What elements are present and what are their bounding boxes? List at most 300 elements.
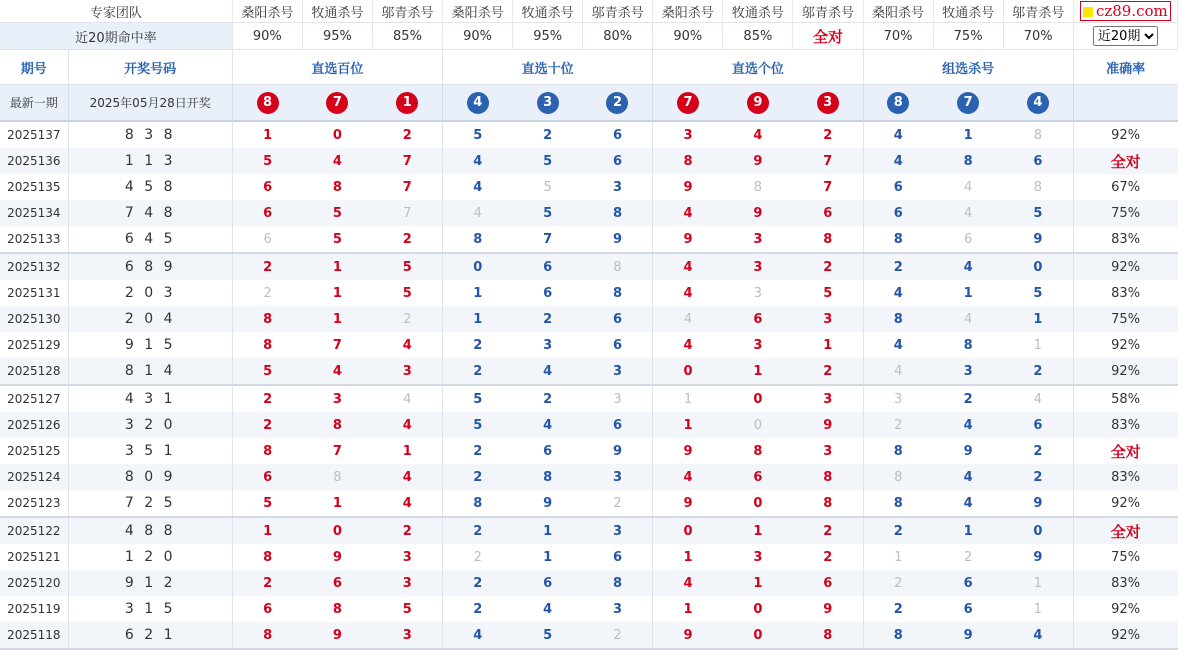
hit-rate: 70% (863, 23, 933, 50)
kill-number: 2 (232, 570, 302, 596)
kill-number: 3 (793, 306, 863, 332)
kill-number: 4 (513, 412, 583, 438)
kill-number: 6 (963, 601, 973, 617)
kill-number: 9 (1003, 544, 1073, 570)
kill-number: 2 (263, 285, 272, 301)
issue-number: 2025124 (0, 464, 68, 490)
kill-number: 9 (583, 226, 653, 253)
kill-number: 6 (583, 412, 653, 438)
latest-ball-cell (583, 85, 653, 122)
table-row (0, 596, 1178, 622)
accuracy-value: 83% (1073, 226, 1177, 253)
issue-number: 2025133 (0, 226, 68, 253)
kill-number: 2 (443, 358, 513, 385)
kill-number: 9 (653, 622, 723, 649)
latest-label: 最新一期 (0, 85, 68, 122)
latest-ball: 7 (957, 92, 979, 114)
kill-number: 1 (963, 285, 973, 301)
kill-number: 6 (583, 121, 653, 148)
col-draw: 开奖号码 (68, 50, 232, 85)
kill-number: 7 (332, 337, 342, 353)
kill-number: 2 (863, 517, 933, 544)
kill-number: 1 (933, 517, 1003, 544)
latest-ball: 3 (817, 92, 839, 114)
kill-number: 4 (963, 179, 973, 195)
kill-number: 5 (232, 148, 302, 174)
kill-number: 2 (372, 306, 442, 332)
kill-number: 3 (933, 358, 1003, 385)
accuracy-value: 67% (1111, 179, 1141, 195)
kill-number: 2 (793, 517, 863, 544)
accuracy-value: 92% (1073, 358, 1177, 385)
table-row (0, 385, 1178, 412)
kill-number: 3 (583, 464, 653, 490)
kill-number: 1 (793, 332, 863, 358)
accuracy-value: 全对 (1073, 517, 1177, 544)
kill-number: 9 (683, 443, 693, 459)
issue-number: 2025132 (0, 253, 68, 280)
kill-number: 3 (723, 253, 793, 280)
kill-number: 2 (543, 391, 553, 407)
kill-number: 2 (372, 517, 442, 544)
accuracy-value: 92% (1073, 622, 1177, 649)
kill-number: 3 (753, 337, 763, 353)
kill-number: 6 (933, 226, 1003, 253)
draw-numbers: 9 1 5 (68, 332, 232, 358)
draw-numbers: 3 5 1 (68, 438, 232, 464)
hit-rate: 80% (583, 23, 653, 50)
expert-name: 牧通杀号 (933, 0, 1003, 23)
kill-number: 2 (443, 570, 513, 596)
table-row (0, 544, 1178, 570)
issue-number: 2025121 (0, 544, 68, 570)
kill-number: 2 (232, 412, 302, 438)
expert-name: 邬青杀号 (372, 0, 442, 23)
kill-number: 2 (963, 391, 973, 407)
kill-number: 4 (443, 200, 513, 226)
kill-number: 5 (543, 179, 552, 195)
issue-number: 2025127 (0, 385, 68, 412)
kill-number: 6 (232, 200, 302, 226)
latest-ball: 4 (1027, 92, 1049, 114)
hit-rate: 全对 (793, 23, 863, 50)
kill-number: 5 (372, 253, 442, 280)
kill-number: 5 (793, 280, 863, 306)
kill-number: 9 (653, 226, 723, 253)
kill-number: 0 (332, 127, 342, 143)
kill-number: 2 (1003, 438, 1073, 464)
hit-rate: 90% (232, 23, 302, 50)
kill-number: 8 (332, 179, 342, 195)
kill-number: 6 (513, 253, 583, 280)
kill-number: 4 (683, 285, 693, 301)
accuracy-value: 全对 (1110, 442, 1141, 461)
accuracy-value: 83% (1073, 464, 1177, 490)
kill-number: 8 (793, 622, 863, 649)
kill-number: 1 (513, 517, 583, 544)
kill-number: 4 (753, 127, 763, 143)
latest-ball: 8 (887, 92, 909, 114)
latest-ball-cell (1003, 85, 1073, 122)
kill-number: 2 (443, 517, 513, 544)
kill-number: 2 (473, 443, 483, 459)
kill-number: 8 (793, 490, 863, 517)
kill-number: 7 (332, 443, 342, 459)
accuracy-value: 92% (1111, 601, 1141, 617)
table-row (0, 253, 1178, 280)
kill-number: 9 (1003, 490, 1073, 517)
issue-number: 2025122 (0, 517, 68, 544)
col-accuracy: 准确率 (1073, 50, 1177, 85)
accuracy-value: 83% (1111, 285, 1141, 301)
kill-number: 0 (723, 490, 793, 517)
kill-number: 7 (372, 174, 442, 200)
kill-number: 0 (1003, 253, 1073, 280)
accuracy-value: 92% (1111, 337, 1141, 353)
kill-number: 4 (302, 358, 372, 385)
kill-number: 2 (1003, 464, 1073, 490)
kill-number: 4 (653, 306, 723, 332)
kill-number: 3 (793, 385, 863, 412)
kill-number: 6 (513, 570, 583, 596)
accuracy-value: 92% (1111, 127, 1141, 143)
kill-number: 3 (583, 174, 653, 200)
kill-number: 7 (372, 200, 442, 226)
kill-number: 9 (653, 490, 723, 517)
kill-number: 8 (863, 490, 933, 517)
latest-ball: 3 (537, 92, 559, 114)
kill-number: 3 (583, 358, 653, 385)
kill-number: 5 (1003, 280, 1073, 306)
draw-numbers: 7 4 8 (68, 200, 232, 226)
kill-number: 1 (683, 601, 693, 617)
kill-number: 3 (372, 544, 442, 570)
hit-rate-label: 近20期命中率 (0, 23, 232, 50)
table-row (0, 438, 1178, 464)
expert-name: 桑阳杀号 (443, 0, 513, 23)
kill-number: 1 (1003, 570, 1073, 596)
kill-number: 8 (332, 601, 342, 617)
draw-numbers: 3 1 5 (68, 596, 232, 622)
kill-number: 6 (793, 200, 863, 226)
kill-number: 3 (372, 622, 442, 649)
kill-number: 1 (1003, 596, 1073, 622)
kill-number: 1 (302, 490, 372, 517)
accuracy-value: 全对 (1073, 148, 1177, 174)
latest-ball-cell (933, 85, 1003, 122)
kill-number: 0 (753, 391, 763, 407)
column-header-row (0, 50, 1178, 85)
kill-number: 4 (372, 490, 442, 517)
kill-number: 3 (332, 391, 342, 407)
kill-number: 1 (723, 517, 793, 544)
kill-number: 9 (1003, 226, 1073, 253)
hit-rate: 70% (1003, 23, 1073, 50)
latest-ball: 7 (326, 92, 348, 114)
draw-numbers: 1 2 0 (68, 544, 232, 570)
col-issue: 期号 (0, 50, 68, 85)
kill-number: 6 (302, 570, 372, 596)
expert-name: 邬青杀号 (583, 0, 653, 23)
kill-number: 2 (793, 253, 863, 280)
kill-number: 8 (583, 570, 653, 596)
kill-number: 2 (583, 622, 653, 649)
kill-number: 6 (232, 464, 302, 490)
issue-number: 2025126 (0, 412, 68, 438)
accuracy-value: 83% (1073, 412, 1177, 438)
kill-number: 9 (723, 200, 793, 226)
kill-number: 4 (473, 179, 483, 195)
kill-number: 4 (443, 148, 513, 174)
kill-number: 2 (1003, 358, 1073, 385)
issue-number: 2025119 (0, 596, 68, 622)
kill-number: 5 (302, 200, 372, 226)
table-row (0, 517, 1178, 544)
kill-number: 1 (1003, 332, 1073, 358)
kill-number: 3 (753, 549, 763, 565)
kill-number: 5 (513, 148, 583, 174)
table-row (0, 306, 1178, 332)
kill-number: 2 (473, 549, 482, 565)
issue-number: 2025128 (0, 358, 68, 385)
draw-numbers: 6 4 5 (68, 226, 232, 253)
kill-number: 2 (372, 226, 442, 253)
table-row (0, 200, 1178, 226)
kill-number: 6 (723, 306, 793, 332)
kill-number: 1 (1003, 306, 1073, 332)
expert-name: 邬青杀号 (1003, 0, 1073, 23)
hit-rate: 75% (933, 23, 1003, 50)
latest-ball-cell (653, 85, 723, 122)
kill-number: 4 (372, 385, 442, 412)
kill-number: 9 (963, 443, 973, 459)
kill-number: 0 (443, 253, 513, 280)
issue-number: 2025136 (0, 148, 68, 174)
table-row (0, 412, 1178, 438)
site-logo-cell[interactable] (1073, 0, 1177, 23)
kill-number: 8 (653, 148, 723, 174)
kill-number: 5 (473, 391, 483, 407)
kill-number: 7 (793, 174, 863, 200)
hit-rate-row (0, 23, 1178, 50)
draw-numbers: 3 2 0 (68, 412, 232, 438)
kill-number: 8 (863, 226, 933, 253)
kill-number: 8 (443, 226, 513, 253)
draw-numbers: 1 1 3 (68, 148, 232, 174)
kill-number: 5 (513, 200, 583, 226)
kill-number: 8 (583, 200, 653, 226)
kill-number: 2 (513, 306, 583, 332)
issue-number: 2025135 (0, 174, 68, 200)
kill-number: 8 (302, 464, 372, 490)
kill-number: 5 (513, 622, 583, 649)
latest-ball: 1 (396, 92, 418, 114)
kill-number: 1 (473, 285, 483, 301)
kill-number: 2 (583, 490, 653, 517)
kill-number: 8 (1003, 121, 1073, 148)
draw-numbers: 7 2 5 (68, 490, 232, 517)
kill-number: 6 (1003, 412, 1073, 438)
kill-number: 1 (302, 306, 372, 332)
site-logo[interactable] (1080, 1, 1171, 21)
expert-name: 桑阳杀号 (863, 0, 933, 23)
kill-number: 6 (723, 464, 793, 490)
issue-number: 2025120 (0, 570, 68, 596)
kill-number: 4 (933, 253, 1003, 280)
kill-number: 9 (933, 622, 1003, 649)
latest-ball-cell (723, 85, 793, 122)
kill-number: 6 (263, 179, 273, 195)
table-row (0, 622, 1178, 649)
kill-number: 4 (933, 490, 1003, 517)
table-row (0, 358, 1178, 385)
kill-number: 4 (653, 464, 723, 490)
issue-number: 2025129 (0, 332, 68, 358)
draw-numbers: 6 2 1 (68, 622, 232, 649)
accuracy-value: 83% (1073, 570, 1177, 596)
kill-number: 2 (232, 253, 302, 280)
kill-number: 8 (863, 464, 933, 490)
kill-number: 6 (1003, 148, 1073, 174)
kill-number: 9 (793, 596, 863, 622)
col-units: 直选个位 (653, 50, 863, 85)
accuracy-value: 92% (1073, 253, 1177, 280)
kill-number: 4 (863, 358, 933, 385)
kill-number: 4 (1003, 385, 1073, 412)
accuracy-value: 58% (1111, 391, 1141, 407)
kill-number: 3 (753, 285, 763, 301)
kill-number: 8 (583, 280, 653, 306)
kill-number: 3 (683, 127, 693, 143)
kill-number: 8 (933, 148, 1003, 174)
hit-rate: 95% (513, 23, 583, 50)
kill-number: 1 (683, 549, 693, 565)
kill-number: 6 (583, 148, 653, 174)
kill-number: 8 (513, 464, 583, 490)
latest-accuracy-cell (1073, 85, 1177, 122)
kill-number: 4 (933, 200, 1003, 226)
kill-number: 8 (263, 549, 273, 565)
kill-number: 4 (933, 464, 1003, 490)
kill-number: 6 (543, 443, 553, 459)
kill-number: 9 (302, 622, 372, 649)
kill-number: 8 (863, 622, 933, 649)
kill-number: 4 (933, 306, 1003, 332)
kill-number: 4 (513, 358, 583, 385)
kill-number: 3 (723, 226, 793, 253)
table-row (0, 174, 1178, 200)
kill-number: 9 (683, 179, 693, 195)
kill-number: 4 (933, 412, 1003, 438)
kill-number: 8 (263, 443, 273, 459)
draw-numbers: 8 0 9 (68, 464, 232, 490)
kill-number: 8 (963, 337, 973, 353)
kill-number: 4 (372, 412, 442, 438)
col-tens: 直选十位 (443, 50, 653, 85)
kill-number: 0 (723, 412, 793, 438)
kill-number: 5 (372, 596, 442, 622)
kill-number: 4 (372, 332, 442, 358)
table-row (0, 490, 1178, 517)
draw-numbers: 4 5 8 (68, 174, 232, 200)
table-row (0, 148, 1178, 174)
latest-ball-cell (443, 85, 513, 122)
kill-number: 1 (332, 285, 342, 301)
kill-number: 2 (863, 412, 933, 438)
kill-number: 3 (793, 438, 863, 464)
kill-number: 6 (232, 226, 302, 253)
latest-ball-cell (793, 85, 863, 122)
period-select-cell (1073, 23, 1177, 50)
latest-ball-cell (513, 85, 583, 122)
kill-number: 8 (302, 412, 372, 438)
kill-number: 4 (543, 601, 553, 617)
expert-name: 桑阳杀号 (232, 0, 302, 23)
kill-number: 6 (543, 285, 553, 301)
draw-numbers: 4 3 1 (68, 385, 232, 412)
kill-number: 2 (863, 253, 933, 280)
accuracy-value: 92% (1073, 490, 1177, 517)
kill-number: 1 (372, 438, 442, 464)
kill-number: 3 (543, 337, 553, 353)
kill-number: 4 (1003, 622, 1073, 649)
kill-number: 6 (893, 179, 903, 195)
kill-number: 1 (653, 412, 723, 438)
hit-rate: 85% (372, 23, 442, 50)
latest-ball: 2 (606, 92, 628, 114)
accuracy-value: 75% (1073, 306, 1177, 332)
kill-number: 1 (302, 253, 372, 280)
kill-number: 8 (263, 337, 273, 353)
kill-number: 2 (893, 601, 903, 617)
kill-number: 2 (473, 337, 483, 353)
kill-number: 8 (232, 622, 302, 649)
kill-number: 2 (263, 391, 273, 407)
kill-number: 2 (443, 464, 513, 490)
latest-date: 2025年05月28日开奖 (68, 85, 232, 122)
kill-number: 2 (793, 121, 863, 148)
col-hundreds: 直选百位 (232, 50, 442, 85)
latest-ball-cell (232, 85, 302, 122)
kill-number: 2 (793, 544, 863, 570)
kill-number: 3 (583, 517, 653, 544)
kill-number: 0 (723, 622, 793, 649)
expert-name: 牧通杀号 (723, 0, 793, 23)
kill-number: 1 (963, 127, 973, 143)
kill-number: 8 (753, 179, 763, 195)
issue-number: 2025137 (0, 121, 68, 148)
period-select[interactable] (1093, 26, 1158, 46)
kill-number: 5 (1003, 200, 1073, 226)
table-row (0, 280, 1178, 306)
kill-number: 1 (543, 549, 553, 565)
kill-number: 0 (653, 358, 723, 385)
kill-number: 4 (302, 148, 372, 174)
kill-number: 5 (473, 127, 483, 143)
hit-rate: 85% (723, 23, 793, 50)
kill-number: 5 (443, 412, 513, 438)
table-row (0, 464, 1178, 490)
draw-numbers: 8 1 4 (68, 358, 232, 385)
kill-number: 7 (372, 148, 442, 174)
draw-numbers: 2 0 3 (68, 280, 232, 306)
expert-name: 牧通杀号 (302, 0, 372, 23)
kill-number: 2 (543, 127, 553, 143)
kill-number: 9 (793, 412, 863, 438)
kill-number: 4 (443, 622, 513, 649)
kill-number: 5 (372, 280, 442, 306)
latest-row (0, 85, 1178, 122)
